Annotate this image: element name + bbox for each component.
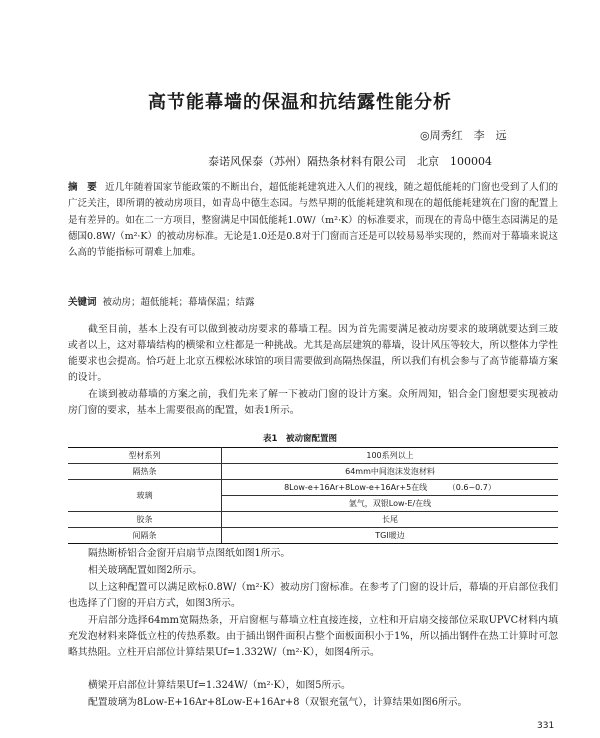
paper-title: 高节能幕墙的保温和抗结露性能分析 — [148, 92, 452, 113]
author-list: ◎周秀红 李 远 — [420, 129, 507, 142]
table-key-cell: 胶条 — [68, 512, 222, 528]
body-paragraph-2: 在谈到被动幕墙的方案之前，我们先来了解一下被动门窗的设计方案。众所周知，铝合金门窗想要实现被动房门窗的要求，基本上需要很高的配置，如表1所示。 — [68, 389, 558, 416]
table-row — [68, 512, 558, 528]
table-key-cell: 玻璃 — [68, 480, 222, 512]
table-value-cell: 长尾 — [222, 512, 559, 528]
body-paragraph-5: 以上这种配置可以满足欧标0.8W/（m²·K）被动房门窗标准。在参考了门窗的设计后，幕墙的开启部位我们也选择了门窗的开启方式，如图3所示。 — [68, 582, 558, 609]
abstract-label: 摘 要 — [68, 182, 97, 193]
table-caption: 表1 被动窗配置图 — [263, 434, 337, 444]
table-value-cell: TGI暖边 — [222, 528, 559, 544]
page-number: 331 — [537, 721, 555, 731]
table-row — [68, 480, 558, 496]
body-paragraph-3: 隔热断桥铝合金窗开启扇节点图纸如图1所示。 — [88, 548, 291, 559]
keywords-text: 被动房；超低能耗；幕墙保温；结露 — [102, 297, 255, 308]
keywords-label: 关键词 — [68, 297, 97, 308]
table-key-cell: 隔热条 — [68, 464, 222, 480]
table-value-cell — [222, 480, 559, 496]
body-paragraph-4: 相关玻璃配置如图2所示。 — [88, 565, 202, 576]
table-key-cell: 间隔条 — [68, 528, 222, 544]
affiliation: 泰诺风保泰（苏州）隔热条材料有限公司 北京 100004 — [208, 155, 492, 168]
table-value-cell: 64mm中间泡沫发泡材料 — [222, 464, 559, 480]
table-value-cell: 氩气，双银Low-E/在线 — [222, 496, 559, 512]
table-value-text: 8Low-e+16Ar+8Low-e+16Ar+5在线 — [284, 483, 428, 492]
table-value-note: （0.6~0.7） — [447, 483, 496, 492]
body-paragraph-6: 开启部分选择64mm宽隔热条，开启窗框与幕墙立柱直接连接，立柱和开启扇交接部位采取UPVC材料内填充发泡材料来降低立柱的传热系数。由于插出钢件面积占整个面板面积小于1%，所以插出钢件在热工计算时可忽略其热阻。立柱开启部位计算结果Uf=1.332W/（m²·K），如图4所示。 — [68, 615, 558, 658]
body-paragraph-7: 横梁开启部位计算结果Uf=1.324W/（m²·K），如图5所示。 — [88, 680, 351, 691]
config-table — [68, 447, 558, 544]
abstract — [68, 180, 558, 261]
table-row — [68, 464, 558, 480]
table-key-cell: 型材系列 — [68, 448, 222, 464]
table-row — [68, 448, 558, 464]
table-value-cell: 100系列以上 — [222, 448, 559, 464]
table-row — [68, 528, 558, 544]
body-paragraph-8: 配置玻璃为8Low-E+16Ar+8Low-E+16Ar+8（双银充氩气），计算结果如图6所示。 — [88, 697, 468, 708]
abstract-text: 近几年随着国家节能政策的不断出台，超低能耗建筑进入人们的视线，随之超低能耗的门窗也受到了人们的广泛关注，即所谓的被动房项目，如青岛中德生态园。与然早期的低能耗建筑和现在的超低能耗建筑在门窗的配置上是有差异的。如在二一方项目，整窗满足中国低能耗1.0W/（m²·K）的标准要求，而现在的青岛中德生态园满足的是德国0.8W/（m²·K）的被动房标准。无论是1.0还是0.8对于门窗而言还是可以较易易举实现的，然而对于幕墙来说这么高的节能指标可谓难上加难。 — [68, 182, 558, 259]
body-paragraph-1: 截至目前，基本上没有可以做到被动房要求的幕墙工程。因为首先需要满足被动房要求的玻璃就要达到三玻或者以上，这对幕墙结构的横梁和立柱都是一种挑战。尤其是高层建筑的幕墙，设计风压等较大，所以整体力学性能要求也会提高。恰巧赶上北京五棵松冰球馆的项目需要做到高隔热保温，所以我们有机会参与了高节能幕墙方案的设计。 — [68, 324, 558, 383]
keywords — [68, 294, 558, 308]
